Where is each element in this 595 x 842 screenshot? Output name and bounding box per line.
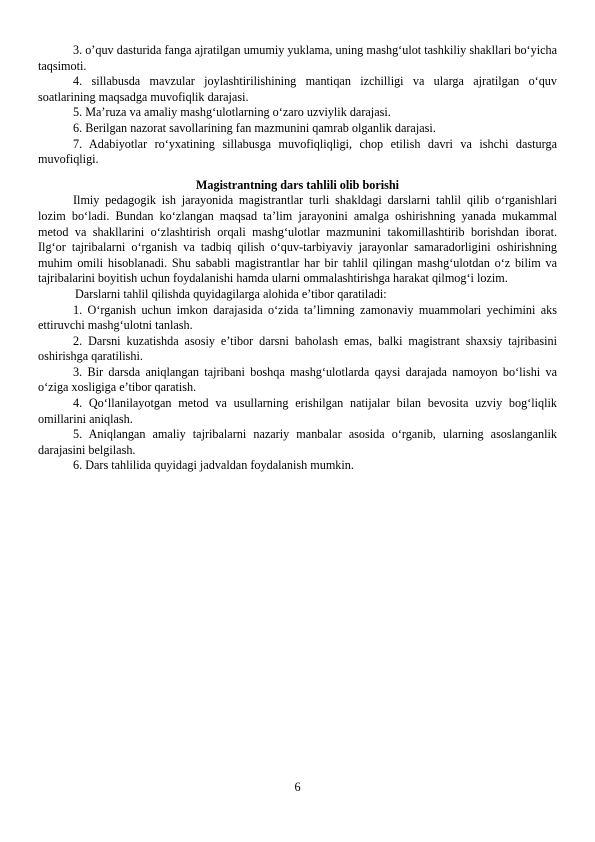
list-item: 5. Aniqlangan amaliy tajribalarni nazariy manbalar asosida o‘rganib, ularning asoslanganlik darajasini belgilash.	[38, 427, 557, 457]
list-item: 4. sillabusda mavzular joylashtirilishining mantiqan izchilligi va ularga ajratilgan o‘quv soatlarining maqsadga muvofiqlik darajasi.	[38, 74, 557, 104]
section-title: Magistrantning dars tahlili olib borishi	[195, 177, 400, 192]
list-item: 5. Ma’ruza va amaliy mashg‘ulotlarning o‘zaro uzviylik darajasi.	[73, 105, 391, 120]
list-item: 7. Adabiyotlar ro‘yxatining sillabusga muvofiqliqligi, chop etilish davri va ishchi dasturga muvofiqligi.	[38, 136, 557, 167]
list-item: 4. Qo‘llanilayotgan metod va usullarning erishilgan natijalar bilan bevosita uzviy bog‘liqlik omillarini aniqlash.	[38, 396, 557, 426]
document-body	[38, 43, 557, 474]
attention-intro: Darslarni tahlil qilishda quyidagilarga alohida e’tibor qaratiladi:	[75, 286, 387, 301]
list-item: 6. Berilgan nazorat savollarining fan mazmunini qamrab olganlik darajasi.	[73, 120, 436, 135]
list-item: 6. Dars tahlilida quyidagi jadvaldan foydalanish mumkin.	[73, 458, 354, 473]
list-item: 1. O‘rganish uchun imkon darajasida o‘zida ta’limning zamonaviy muammolari yechimini aks ettiruvchi mashg‘ulotni tanlash.	[38, 302, 557, 333]
list-item: 2. Darsni kuzatishda asosiy e’tibor darsni baholash emas, balki magistrant shaxsiy tajribasini oshirishga qaratilishi.	[38, 333, 557, 364]
page-number: 6	[294, 780, 301, 794]
list-item: 3. o’quv dasturida fanga ajratilgan umumiy yuklama, uning mashg‘ulot tashkiliy shakllari bo‘yicha taqsimoti.	[38, 43, 557, 73]
intro-paragraph: Ilmiy pedagogik ish jarayonida magistrantlar turli shakldagi darslarni tahlil qilib o‘rganishlari lozim bo‘ladi. Bundan ko‘zlangan maqsad ta’lim jarayonini amalga oshirishning yanada mukammal metod va shakllarini o‘zlashtirish orqali mashg‘ulotlar mazmunini takomillashtirib borishdan iborat. Ilg‘or tajribalarni o‘rganish va tadbiq qilish o‘quv-tarbiyaviy jarayonlar samaradorligini oshirishning muhim omili hisoblanadi. Shu sababli magistrantlar har bir tahlil qilingan mashg‘ulotdan o‘z bilim va tajribalarini boyitish uchun foydalanishi hamda ularni ommalashtirishga harakat qilmog‘i lozim.	[38, 193, 557, 286]
list-item: 3. Bir darsda aniqlangan tajribani boshqa mashg‘ulotlarda qaysi darajada namoyon bo‘lishi va o‘ziga xosligiga e’tibor qaratish.	[38, 364, 557, 395]
